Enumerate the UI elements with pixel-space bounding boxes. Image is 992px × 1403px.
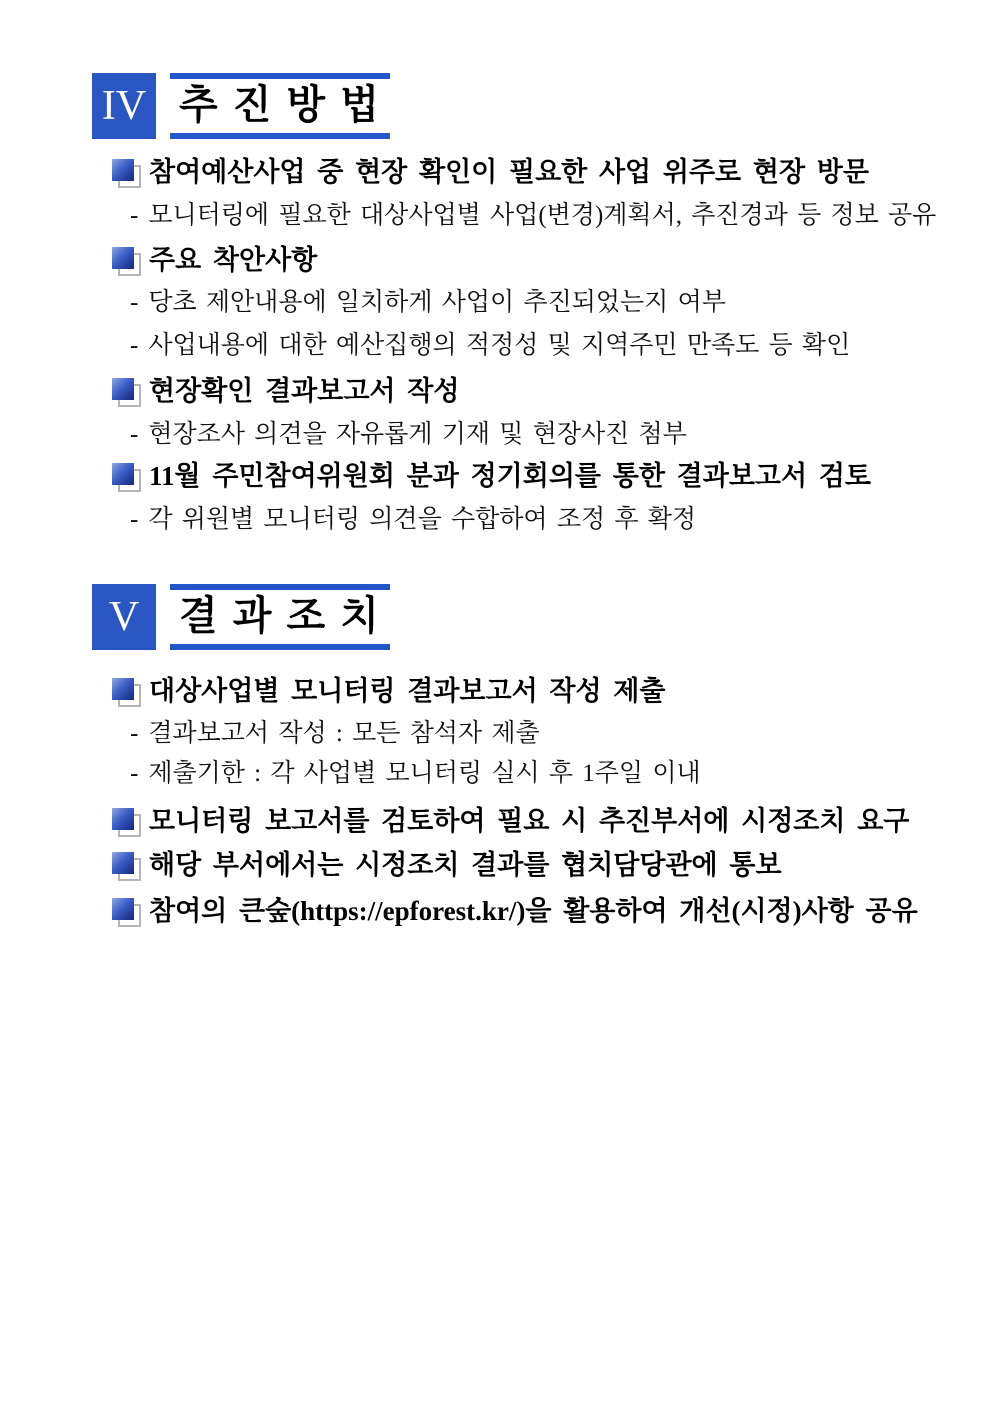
bullet-item-text: 11월 주민참여위원회 분과 정기회의를 통한 결과보고서 검토 — [149, 461, 871, 491]
bullet-item — [112, 245, 317, 276]
sub-item-text: 각 위원별 모니터링 의견을 수합하여 조정 후 확정 — [148, 506, 697, 533]
bullet-item-text: 참여예산사업 중 현장 확인이 필요한 사업 위주로 현장 방문 — [149, 157, 869, 187]
bullet-item-text: 해당 부서에서는 시정조치 결과를 협치담당관에 통보 — [149, 850, 782, 880]
sub-item — [130, 505, 696, 534]
section-4-numeral: IV — [101, 83, 147, 129]
sub-item-text: 모니터링에 필요한 대상사업별 사업(변경)계획서, 추진경과 등 정보 공유 — [148, 202, 937, 229]
sub-item — [130, 719, 540, 748]
sub-item-text: 결과보고서 작성 : 모든 참석자 제출 — [148, 720, 540, 747]
bullet-item — [112, 157, 869, 188]
dash-bullet: - — [130, 332, 139, 359]
sub-item-text: 현장조사 의견을 자유롭게 기재 및 현장사진 첨부 — [148, 421, 687, 448]
section-4-numeral-box — [92, 73, 156, 139]
sub-item-text: 제출기한 : 각 사업별 모니터링 실시 후 1주일 이내 — [148, 760, 701, 787]
sub-item — [130, 201, 936, 230]
bullet-item-text: 대상사업별 모니터링 결과보고서 작성 제출 — [149, 676, 666, 706]
section-4-title-box — [170, 73, 390, 139]
blue-square-bullet-icon — [112, 898, 141, 927]
bullet-item — [112, 461, 871, 492]
bullet-item-text: 현장확인 결과보고서 작성 — [149, 376, 460, 406]
dash-bullet: - — [130, 202, 139, 229]
blue-square-bullet-icon — [112, 378, 141, 407]
section-5-title-box — [170, 584, 390, 650]
blue-square-bullet-icon — [112, 808, 141, 837]
section-5-numeral: V — [108, 594, 140, 640]
dash-bullet: - — [130, 760, 139, 787]
dash-bullet: - — [130, 421, 139, 448]
dash-bullet: - — [130, 720, 139, 747]
blue-square-bullet-icon — [112, 852, 141, 881]
blue-square-bullet-icon — [112, 159, 141, 188]
bullet-item-text: 참여의 큰숲(https://epforest.kr/)을 활용하여 개선(시정)사항 공유 — [149, 896, 918, 926]
sub-item-text: 사업내용에 대한 예산집행의 적정성 및 지역주민 만족도 등 확인 — [148, 332, 851, 359]
bullet-item — [112, 376, 459, 407]
blue-square-bullet-icon — [112, 463, 141, 492]
sub-item-text: 당초 제안내용에 일치하게 사업이 추진되었는지 여부 — [148, 289, 726, 316]
section-5-title: 결 과 조 치 — [179, 594, 381, 638]
section-5-numeral-box — [92, 584, 156, 650]
bullet-item — [112, 850, 782, 881]
sub-item — [130, 759, 701, 788]
bullet-item — [112, 896, 918, 927]
sub-item — [130, 420, 687, 449]
bullet-item-text: 모니터링 보고서를 검토하여 필요 시 추진부서에 시정조치 요구 — [149, 806, 910, 836]
dash-bullet: - — [130, 506, 139, 533]
bullet-item-text: 주요 착안사항 — [149, 245, 318, 275]
section-4-title: 추 진 방 법 — [179, 83, 381, 127]
dash-bullet: - — [130, 289, 139, 316]
sub-item — [130, 331, 850, 360]
bullet-item — [112, 806, 909, 837]
blue-square-bullet-icon — [112, 247, 141, 276]
blue-square-bullet-icon — [112, 678, 141, 707]
sub-item — [130, 288, 726, 317]
bullet-item — [112, 676, 665, 707]
